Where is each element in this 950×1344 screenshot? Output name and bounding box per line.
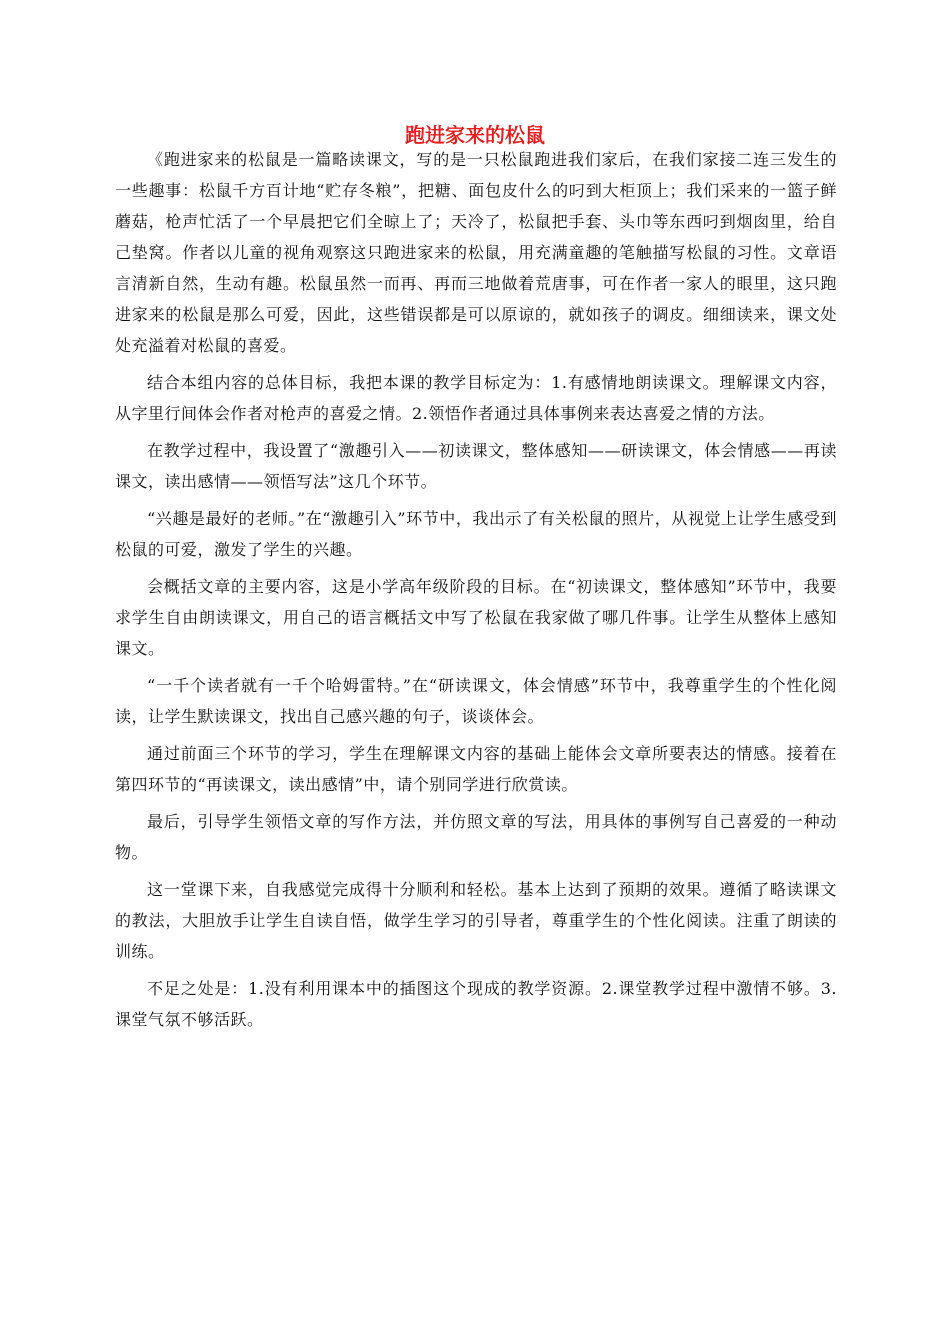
paragraph-writing-method: 最后，引导学生领悟文章的写作方法，并仿照文章的写法，用具体的事例写自己喜爱的一种动物。: [115, 812, 837, 862]
document-body: [115, 144, 837, 1041]
paragraph-rereading: 通过前面三个环节的学习，学生在理解课文内容的基础上能体会文章所要表达的情感。接着在第四环节的“再读课文，读出感情”中，请个别同学进行欣赏读。: [115, 744, 837, 794]
paragraph-interest: “兴趣是最好的老师。”在“激趣引入”环节中，我出示了有关松鼠的照片，从视觉上让学生感受到松鼠的可爱，激发了学生的兴趣。: [115, 509, 837, 559]
paragraph-first-reading: 会概括文章的主要内容，这是小学高年级阶段的目标。在“初读课文，整体感知”环节中，我要求学生自由朗读课文，用自己的语言概括文中写了松鼠在我家做了哪几件事。让学生从整体上感知课文。: [115, 577, 837, 658]
paragraph-process: 在教学过程中，我设置了“激趣引入——初读课文，整体感知——研读课文，体会情感——再读课文，读出感情——领悟写法”这几个环节。: [115, 441, 837, 491]
paragraph-close-reading: “一千个读者就有一千个哈姆雷特。”在“研读课文，体会情感”环节中，我尊重学生的个性化阅读，让学生默读课文，找出自己感兴趣的句子，谈谈体会。: [115, 676, 837, 726]
paragraph-goals: 结合本组内容的总体目标，我把本课的教学目标定为：1.有感情地朗读课文。理解课文内容，从字里行间体会作者对枪声的喜爱之情。2.领悟作者通过具体事例来表达喜爱之情的方法。: [115, 373, 837, 423]
paragraph-shortcomings: 不足之处是：1.没有利用课本中的插图这个现成的教学资源。2.课堂教学过程中激情不够。3.课堂气氛不够活跃。: [115, 979, 837, 1029]
paragraph-intro: 《跑进家来的松鼠是一篇略读课文，写的是一只松鼠跑进我们家后，在我们家接二连三发生的一些趣事：松鼠千方百计地“贮存冬粮”，把糖、面包皮什么的叼到大柜顶上；我们采来的一篮子鲜蘑菇，枪声忙活了一个早晨把它们全晾上了；天冷了，松鼠把手套、头巾等东西叼到烟囱里，给自己垫窝。作者以儿童的视角观察这只跑进家来的松鼠，用充满童趣的笔触描写松鼠的习性。文章语言清新自然，生动有趣。松鼠虽然一而再、再而三地做着荒唐事，可在作者一家人的眼里，这只跑进家来的松鼠是那么可爱，因此，这些错误都是可以原谅的，就如孩子的调皮。细细读来，课文处处充溢着对松鼠的喜爱。: [115, 150, 837, 355]
paragraph-reflection: 这一堂课下来，自我感觉完成得十分顺利和轻松。基本上达到了预期的效果。遵循了略读课文的教法，大胆放手让学生自读自悟，做学生学习的引导者，尊重学生的个性化阅读。注重了朗读的训练。: [115, 880, 837, 961]
page-title: 跑进家来的松鼠: [405, 123, 545, 147]
